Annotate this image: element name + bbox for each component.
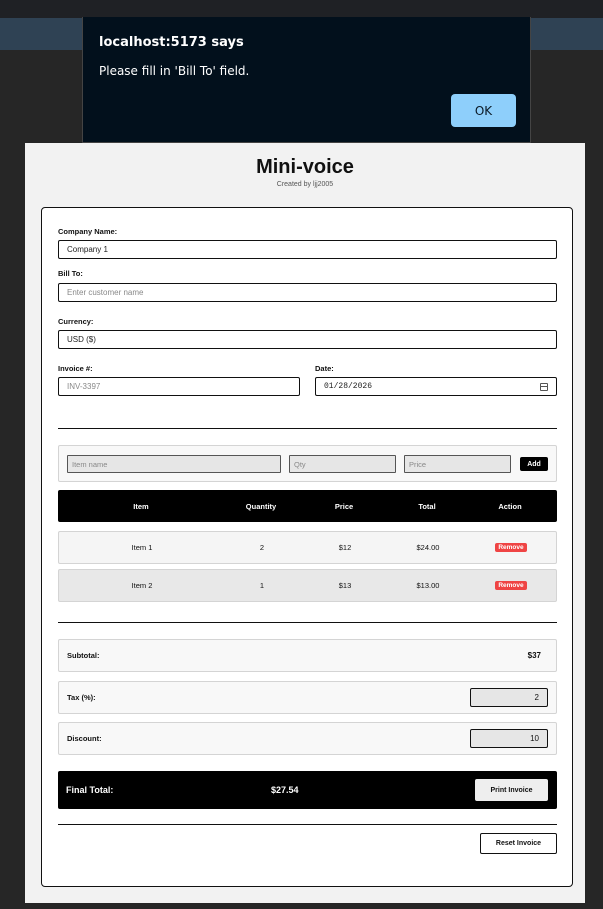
tax-row	[58, 681, 557, 714]
subtotal-value: $37	[527, 651, 541, 660]
qty-input[interactable]: Qty	[289, 455, 396, 473]
row-total: $24.00	[416, 543, 440, 552]
tax-label: Tax (%):	[67, 693, 96, 702]
dialog-title: localhost:5173 says	[99, 35, 244, 50]
divider	[58, 428, 557, 429]
invoice-number-label: Invoice #:	[58, 364, 93, 373]
final-total-value: $27.54	[271, 785, 299, 795]
column-header-price: Price	[334, 501, 354, 511]
row-action	[461, 532, 561, 563]
divider	[58, 622, 557, 623]
table-row	[58, 569, 557, 602]
bill-to-label: Bill To:	[58, 269, 83, 278]
final-total-bar	[58, 771, 557, 809]
invoice-page	[25, 143, 585, 903]
discount-label: Discount:	[67, 734, 102, 743]
remove-button[interactable]: Remove	[495, 543, 526, 552]
date-label: Date:	[315, 364, 334, 373]
column-header-quantity: Quantity	[245, 501, 277, 511]
table-row	[58, 531, 557, 564]
row-total: $13.00	[416, 581, 440, 590]
company-name-label: Company Name:	[58, 227, 118, 236]
row-item: Item 2	[131, 581, 153, 590]
subtotal-label: Subtotal:	[67, 651, 100, 660]
subtotal-row	[58, 639, 557, 672]
reset-invoice-button[interactable]: Reset Invoice	[480, 833, 557, 854]
column-header-item: Item	[133, 501, 149, 511]
row-price: $13	[338, 581, 352, 590]
currency-select[interactable]: USD ($)	[58, 330, 557, 349]
dialog-ok-button[interactable]: OK	[451, 94, 516, 127]
discount-input[interactable]: 10	[470, 729, 548, 748]
price-input[interactable]: Price	[404, 455, 511, 473]
invoice-card	[41, 207, 573, 887]
remove-button[interactable]: Remove	[495, 581, 526, 590]
date-input[interactable]	[315, 377, 557, 396]
tax-input[interactable]: 2	[470, 688, 548, 707]
invoice-number-input[interactable]: INV-3397	[58, 377, 300, 396]
add-item-button[interactable]: Add	[520, 457, 548, 471]
discount-row	[58, 722, 557, 755]
calendar-icon[interactable]	[540, 383, 548, 391]
app-title: Mini-voice	[256, 156, 354, 178]
row-action	[461, 570, 561, 601]
alert-dialog	[82, 17, 531, 143]
app-subtitle: Created by ljj2005	[276, 181, 334, 188]
browser-top-bar	[0, 0, 603, 18]
column-header-action: Action	[498, 501, 522, 511]
dialog-message: Please fill in 'Bill To' field.	[99, 64, 250, 78]
row-quantity: 1	[259, 581, 265, 590]
item-name-input[interactable]: Item name	[67, 455, 281, 473]
currency-label: Currency:	[58, 317, 94, 326]
add-item-row	[58, 445, 557, 482]
table-header	[58, 490, 557, 522]
bill-to-input[interactable]: Enter customer name	[58, 283, 557, 302]
divider	[58, 824, 557, 825]
date-value: 01/28/2026	[324, 382, 373, 391]
row-price: $12	[338, 543, 352, 552]
final-total-label: Final Total:	[66, 785, 114, 795]
row-item: Item 1	[131, 543, 153, 552]
column-header-total: Total	[418, 501, 436, 511]
company-name-input[interactable]: Company 1	[58, 240, 557, 259]
print-invoice-button[interactable]: Print Invoice	[475, 779, 548, 801]
row-quantity: 2	[259, 543, 265, 552]
